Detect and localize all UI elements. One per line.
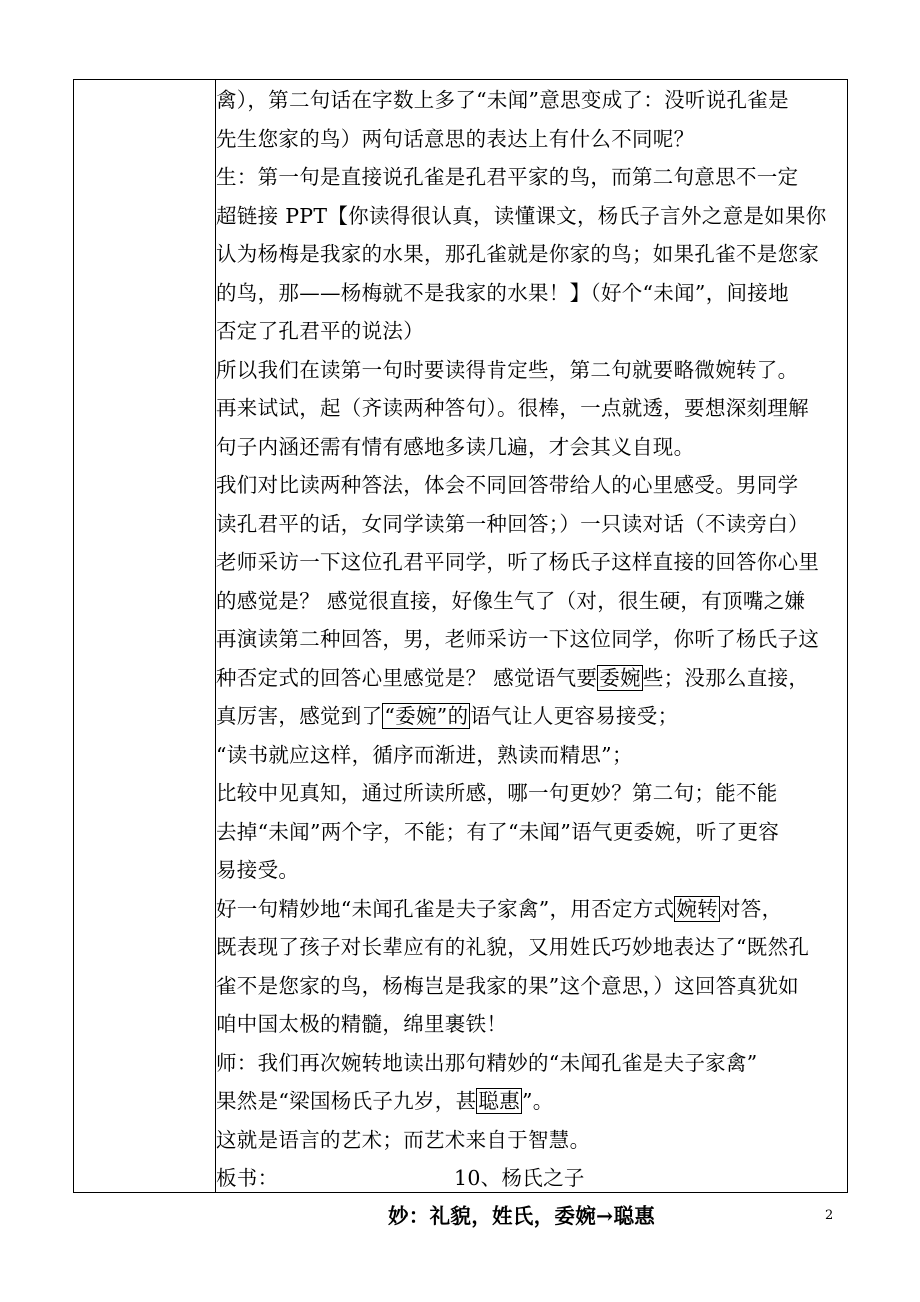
- text-line: 去掉“未闻”两个字，不能；有了“未闻”语气更委婉，听了更容: [216, 819, 780, 844]
- text-line: 的感觉是？ 感觉很直接，好像生气了（对，很生硬，有顶嘴之嫌: [216, 588, 806, 613]
- text-line-with-box: 真厉害，感觉到了“委婉”的语气让人更容易接受；: [216, 704, 679, 728]
- text-line: 所以我们在读第一句时要读得肯定些，第二句就要略微婉转了。: [216, 357, 799, 382]
- text-line: 这就是语言的艺术；而艺术来自于智慧。: [216, 1127, 591, 1152]
- text-line: 生：第一句是直接说孔雀是孔君平家的鸟，而第二句意思不一定: [216, 165, 799, 189]
- boxed-word: 委婉: [599, 665, 641, 690]
- text-line: 超链接 PPT【你读得很认真，读懂课文，杨氏子言外之意是如果你: [216, 203, 827, 228]
- text-line: 再演读第二种回答，男，老师采访一下这位同学，你听了杨氏子这: [216, 627, 820, 651]
- text-line: 老师采访一下这位孔君平同学，听了杨氏子这样直接的回答你心里: [216, 550, 820, 574]
- text-line: 我们对比读两种答法，体会不同回答带给人的心里感受。男同学: [216, 473, 799, 497]
- boxed-word: 聪惠: [478, 1089, 520, 1113]
- board-title: 10、杨氏之子: [454, 1166, 585, 1190]
- text-line: 比较中见真知，通过所读所感，哪一句更妙？第二句；能不能: [216, 781, 778, 805]
- text-line: 读孔君平的话，女同学读第一种回答；）一只读对话（不读旁白）: [216, 511, 809, 536]
- text-line: “读书就应这样，循序而渐进，熟读而精思”；: [216, 742, 633, 767]
- board-summary: 妙：礼貌，姓氏，委婉→聪惠: [388, 1204, 656, 1228]
- boxed-word: 婉转: [676, 896, 718, 921]
- board-label: 板书：: [216, 1166, 279, 1190]
- text-line: 易接受。: [216, 858, 300, 882]
- text-line: 再来试试，起（齐读两种答句）。很棒，一点就透，要想深刻理解: [216, 396, 809, 420]
- text-line: 雀不是您家的鸟，杨梅岂是我家的果”这个意思，）这回答真犹如: [216, 973, 799, 998]
- text-line: 否定了孔君平的说法）: [216, 319, 424, 343]
- text-line: 禽），第二句话在字数上多了“未闻”意思变成了：没听说孔雀是: [216, 88, 789, 112]
- boxed-word: “委婉”的: [384, 704, 469, 728]
- text-line: 认为杨梅是我家的水果，那孔雀就是你家的鸟；如果孔雀不是您家: [216, 242, 820, 266]
- text-line: 先生您家的鸟）两句话意思的表达上有什么不同呢？: [216, 126, 695, 151]
- text-line: 师：我们再次婉转地读出那句精妙的“未闻孔雀是夫子家禽”: [216, 1050, 758, 1075]
- text-line-with-box: 好一句精妙地“未闻孔雀是夫子家禽”，用否定方式婉转对答，: [216, 896, 783, 921]
- text-line: 既表现了孩子对长辈应有的礼貌，又用姓氏巧妙地表达了“既然孔: [216, 935, 810, 959]
- text-line-with-box: 果然是“梁国杨氏子九岁，甚聪惠”。: [216, 1089, 554, 1113]
- text-line-with-box: 种否定式的回答心里感觉是？ 感觉语气要委婉些；没那么直接，: [216, 665, 810, 690]
- page-number: 2: [825, 1208, 834, 1223]
- text-line: 的鸟，那——杨梅就不是我家的水果！】（好个“未闻”，间接地: [216, 280, 789, 305]
- text-line: 咱中国太极的精髓，绵里裹铁！: [216, 1012, 508, 1036]
- text-line: 句子内涵还需有情有感地多读几遍，才会其义自现。: [216, 434, 695, 459]
